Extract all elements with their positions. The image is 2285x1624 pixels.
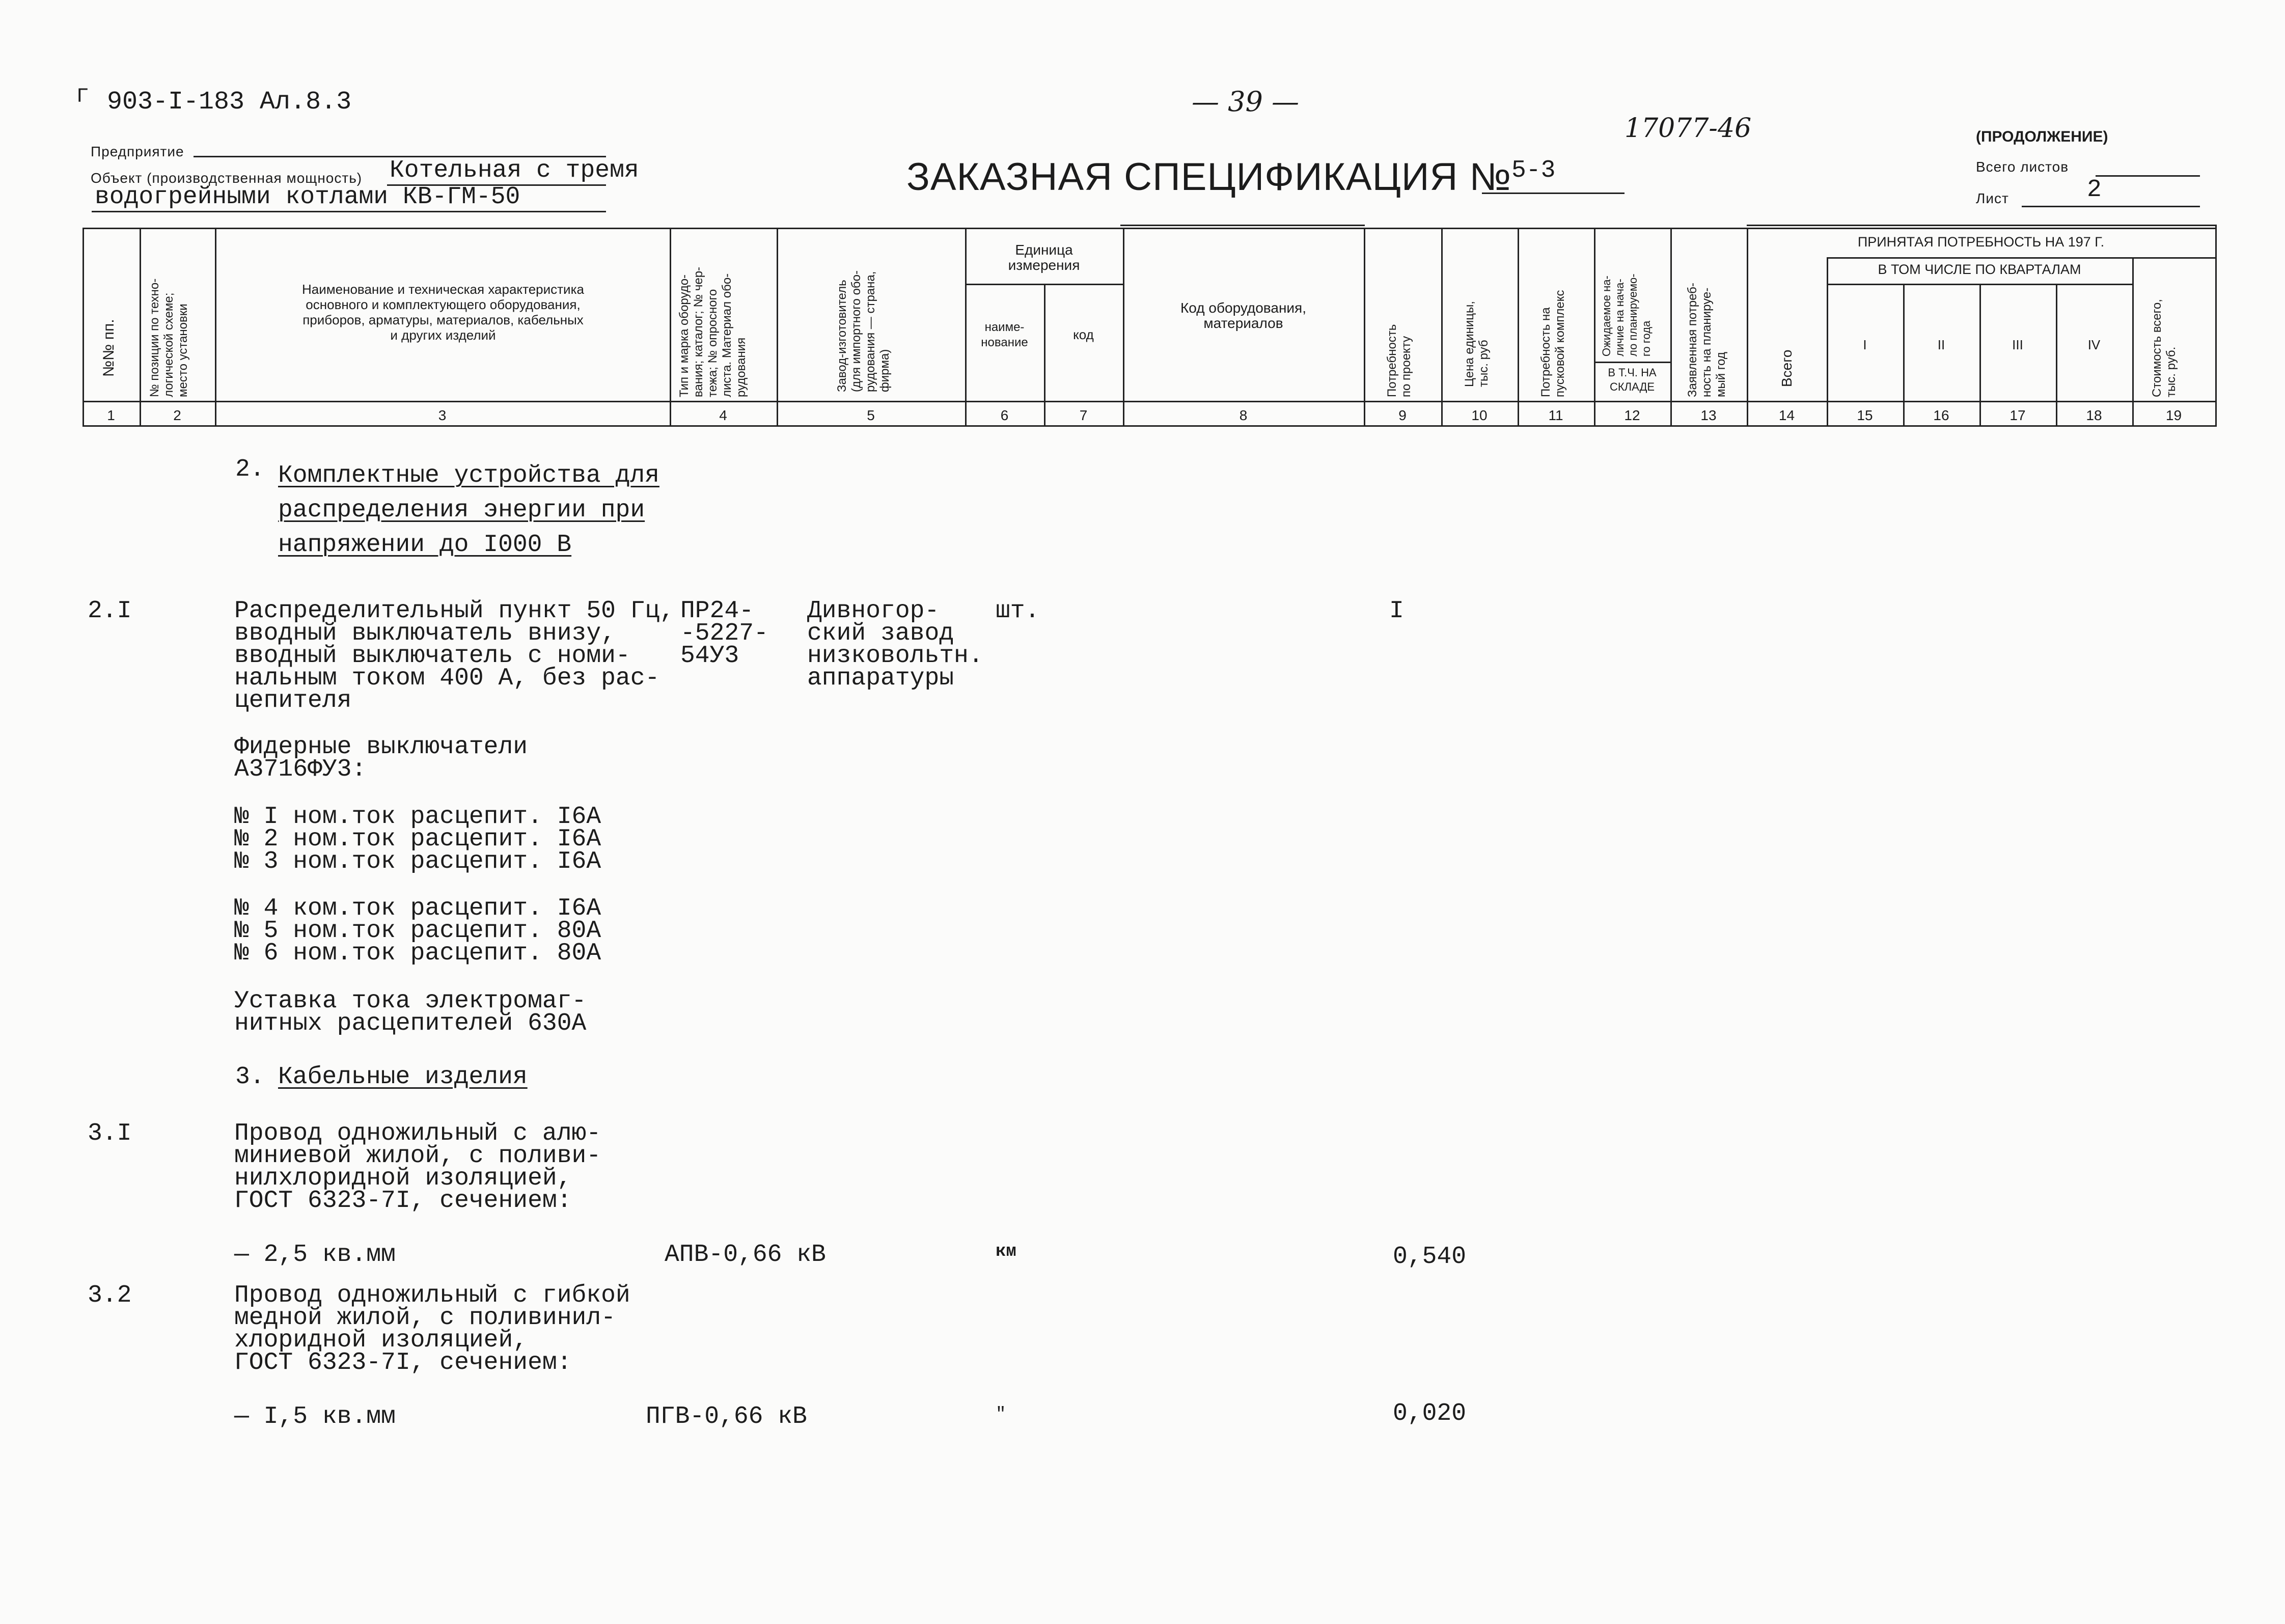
item-3-1-type: АПВ-0,66 кВ — [665, 1241, 826, 1269]
col-9-header: Потребность по проекту — [1385, 324, 1413, 397]
col-6-header: наиме- нование — [981, 320, 1028, 349]
col-1-header: №№ пп. — [100, 319, 117, 377]
col-8-header: Код оборудования, материалов — [1180, 300, 1306, 331]
col-number: 8 — [1239, 407, 1248, 423]
col-14-header: Всего — [1779, 349, 1795, 387]
section-3-number: 3. — [235, 1063, 265, 1091]
col-17-header: III — [2012, 337, 2023, 352]
item-2-1-position: 2.I — [88, 597, 132, 625]
item-3-2-type: ПГВ-0,66 кВ — [646, 1403, 807, 1430]
feeder-breakers-list-a: № I ном.ток расцепит. I6А № 2 ном.ток расцепит. I6А № 3 ном.ток расцепит. I6А — [234, 803, 601, 875]
object-label: Объект (производственная мощность) — [91, 170, 363, 186]
col-number: 11 — [1548, 407, 1563, 423]
col-2-header: № позиции по техно- логической схеме; место установки — [148, 278, 190, 397]
col-number: 4 — [719, 407, 727, 423]
col-number: 1 — [107, 407, 115, 423]
page-number: — 39 — — [1192, 86, 1300, 118]
current-setting-note: Уставка тока электромаг- нитных расцепителей 630А — [234, 987, 587, 1037]
col-19-header: Стоимость всего, тыс. руб. — [2150, 299, 2178, 397]
corner-mark: Г — [76, 86, 89, 108]
total-sheets-label: Всего листов — [1976, 159, 2069, 175]
col-10-header: Цена единицы, тыс. руб — [1463, 301, 1491, 387]
item-2-1-manufacturer: Дивногор- ский завод низковольтн. аппаратуры — [807, 597, 983, 692]
object-underline-2 — [92, 211, 606, 212]
col-number: 13 — [1700, 407, 1717, 423]
item-3-2-unit: " — [996, 1405, 1006, 1424]
item-2-1-quantity: I — [1389, 597, 1404, 625]
item-3-1-size: — 2,5 кв.мм — [234, 1241, 396, 1269]
item-2-1-name: Распределительный пункт 50 Гц, вводный выключатель внизу, вводный выключатель с номи- нальным током 400 А, без рас- цепителя — [234, 597, 675, 714]
col-number: 17 — [2009, 407, 2026, 423]
item-3-1-unit: км — [996, 1242, 1016, 1261]
sheet-label: Лист — [1976, 190, 2009, 206]
col-13-header: Заявленная потреб- ность на планируе- мый год — [1686, 283, 1728, 397]
col-number: 15 — [1857, 407, 1873, 423]
section-3-title: Кабельные изделия — [278, 1063, 528, 1091]
item-3-2-position: 3.2 — [88, 1282, 132, 1309]
col-number: 10 — [1471, 407, 1488, 423]
unit-of-measure-header: Единица измерения — [1008, 242, 1080, 273]
item-3-1-position: 3.I — [88, 1120, 132, 1147]
document-title: ЗАКАЗНАЯ СПЕЦИФИКАЦИЯ № — [906, 155, 1511, 199]
col-number: 7 — [1079, 407, 1088, 423]
col-18-header: IV — [2087, 337, 2101, 352]
col-number: 18 — [2086, 407, 2102, 423]
item-2-1-type: ПР24- -5227- 54У3 — [680, 597, 768, 670]
col-16-header: II — [1937, 337, 1945, 352]
item-3-2-size: — I,5 кв.мм — [234, 1403, 396, 1430]
item-3-1-quantity: 0,540 — [1393, 1243, 1467, 1271]
col-12-subheader: В Т.Ч. НА СКЛАДЕ — [1608, 366, 1657, 393]
spec-number-underline — [1482, 192, 1625, 194]
total-sheets-underline — [2096, 175, 2200, 177]
col-number: 6 — [1000, 407, 1009, 423]
feeder-breakers-title: Фидерные выключатели А3716ФУ3: — [234, 733, 528, 783]
col-number: 16 — [1933, 407, 1949, 423]
col-15-header: I — [1863, 337, 1867, 352]
feeder-breakers-list-b: № 4 ком.ток расцепит. I6А № 5 ном.ток расцепит. 80А № 6 ном.ток расцепит. 80А — [234, 895, 601, 967]
section-2-number: 2. — [235, 456, 265, 483]
item-2-1-unit: шт. — [996, 597, 1040, 625]
sheet-underline — [2022, 206, 2200, 207]
enterprise-label: Предприятие — [91, 144, 184, 159]
col-7-header: код — [1073, 327, 1094, 342]
col-number: 19 — [2165, 407, 2182, 423]
col-number: 9 — [1398, 407, 1407, 423]
object-value-line2: водогрейными котлами КВ-ГМ-50 — [95, 183, 520, 211]
col-number: 5 — [867, 407, 875, 423]
col-number: 3 — [438, 407, 447, 423]
col-11-header: Потребность на пусковой комплекс — [1539, 290, 1567, 397]
continuation-label: (ПРОДОЛЖЕНИЕ) — [1976, 128, 2108, 145]
object-value-line1: Котельная с тремя — [390, 157, 639, 184]
sheet-value: 2 — [2087, 176, 2102, 204]
item-3-2-quantity: 0,020 — [1393, 1400, 1467, 1427]
col-5-header: Завод-изготовитель (для импортного обо- рудования — страна, фирма) — [835, 270, 892, 392]
col-12-header: Ожидаемое на- личие на нача- ло планируемо- го года — [1600, 273, 1653, 356]
item-3-2-name: Провод одножильный с гибкой медной жилой, с поливинил- хлоридной изоляцией, ГОСТ 6323-7I, сечением: — [234, 1282, 630, 1377]
col-number: 14 — [1778, 407, 1795, 423]
item-3-1-name: Провод одножильный с алю- миниевой жилой, с поливи- нилхлоридной изоляцией, ГОСТ 6323-7I, сечением: — [234, 1120, 601, 1215]
handwritten-number: 17077-46 — [1625, 113, 1752, 144]
spec-number: 5-3 — [1511, 157, 1556, 184]
quarters-header: В ТОМ ЧИСЛЕ ПО КВАРТАЛАМ — [1878, 262, 2081, 277]
col-3-header: Наименование и техническая характеристика основного и комплектующего оборудования, приборов, арматуры, материалов, кабельных и других изделий — [302, 282, 584, 343]
col-4-header: Тип и марка оборудо- вания; каталог; № чер- тежа; № опросного листа. Материал обо- рудования — [677, 266, 748, 397]
col-number: 12 — [1624, 407, 1640, 423]
col-number: 2 — [173, 407, 181, 423]
section-2-title: Комплектные устройства для распределения энергии при напряжении до I000 В — [278, 462, 659, 559]
accepted-demand-header: ПРИНЯТАЯ ПОТРЕБНОСТЬ НА 197 Г. — [1857, 234, 2105, 250]
document-code: 903-I-183 Ал.8.3 — [107, 88, 352, 117]
